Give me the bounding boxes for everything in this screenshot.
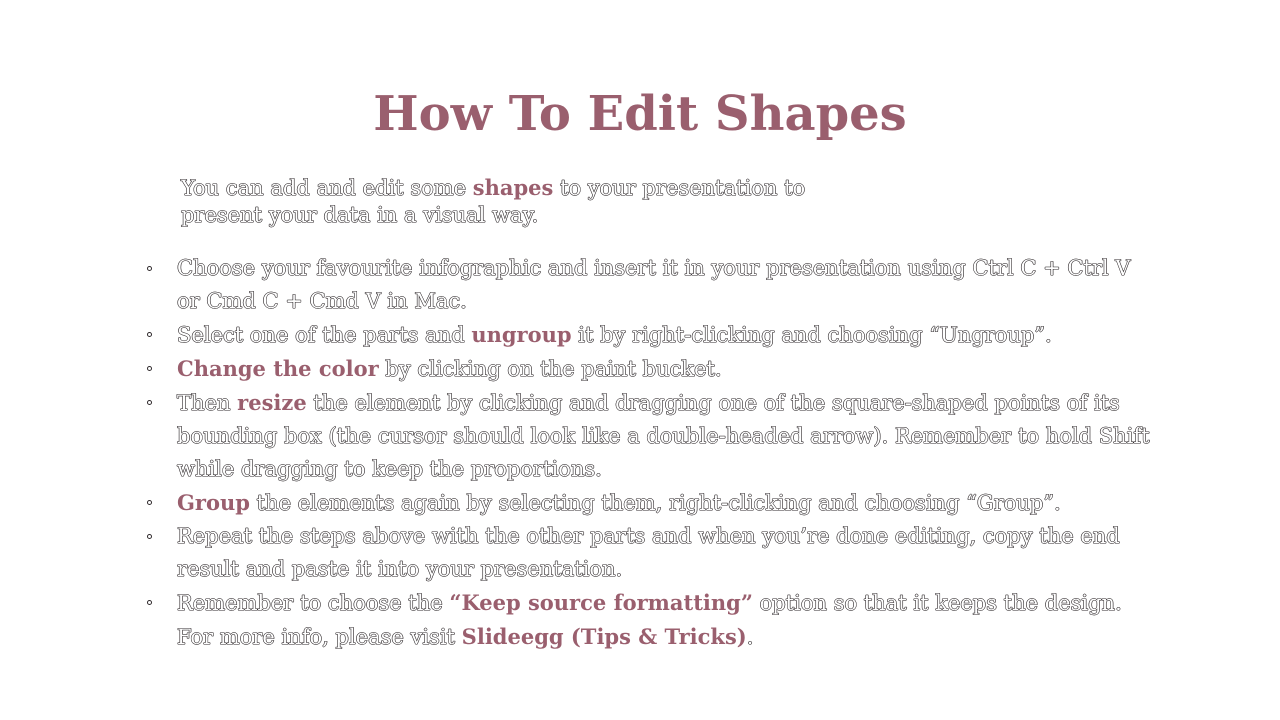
list-item-text: Select one of the parts and (177, 323, 472, 347)
list-item-highlight: ungroup (471, 322, 572, 347)
list-item-text: Repeat the steps above with the other parts and when you’re done editing, copy the end result and paste it into your presentation. (177, 524, 1120, 581)
list-item-text: by clicking on the paint bucket. (378, 357, 722, 381)
list-item-text: it by right-clicking and choosing “Ungroup”. (571, 323, 1052, 347)
slide-title: How To Edit Shapes (373, 86, 907, 142)
list-item (177, 352, 1152, 386)
list-item-highlight: Group (177, 490, 250, 515)
bullet-dot-icon (147, 600, 152, 605)
list-item-text: option so that it keeps the design. For more info, please visit (177, 591, 1122, 649)
intro-text-1: You can add and edit some (181, 176, 473, 200)
list-item-text: Then (177, 391, 238, 415)
intro-paragraph (181, 174, 881, 229)
list-item-text: . (746, 625, 754, 649)
list-item-text: Remember to choose the (177, 591, 450, 615)
instruction-list (177, 252, 1152, 654)
intro-highlight-shapes: shapes (472, 175, 554, 200)
bullet-dot-icon (147, 366, 152, 371)
list-item (177, 318, 1152, 352)
intro-text-line2: present your data in a visual way. (181, 203, 539, 227)
intro-text-2: to your presentation to (553, 176, 806, 200)
list-item (177, 486, 1152, 520)
list-item-highlight: Change the color (177, 356, 379, 381)
list-item (177, 386, 1152, 486)
list-item (177, 252, 1152, 318)
list-item-text: the element by clicking and dragging one of the square-shaped points of its bounding box (the cursor should look like a double-headed arrow). Remember to hold Shift while dragging to keep the proportions. (177, 391, 1150, 481)
list-item-highlight: “Keep source formatting” (449, 590, 753, 615)
bullet-dot-icon (147, 534, 152, 539)
list-item-text: the elements again by selecting them, right-clicking and choosing “Group”. (249, 491, 1061, 515)
list-item (177, 586, 1152, 654)
bullet-dot-icon (147, 332, 152, 337)
bullet-dot-icon (147, 400, 152, 405)
list-item-highlight: resize (237, 390, 307, 415)
bullet-dot-icon (147, 500, 152, 505)
tips-tricks-link[interactable]: Slideegg (Tips & Tricks) (461, 624, 747, 649)
list-item (177, 520, 1152, 586)
list-item-text: Choose your favourite infographic and insert it in your presentation using Ctrl C + Ctrl V or Cmd C + Cmd V in Mac. (177, 256, 1131, 313)
bullet-dot-icon (147, 266, 152, 271)
